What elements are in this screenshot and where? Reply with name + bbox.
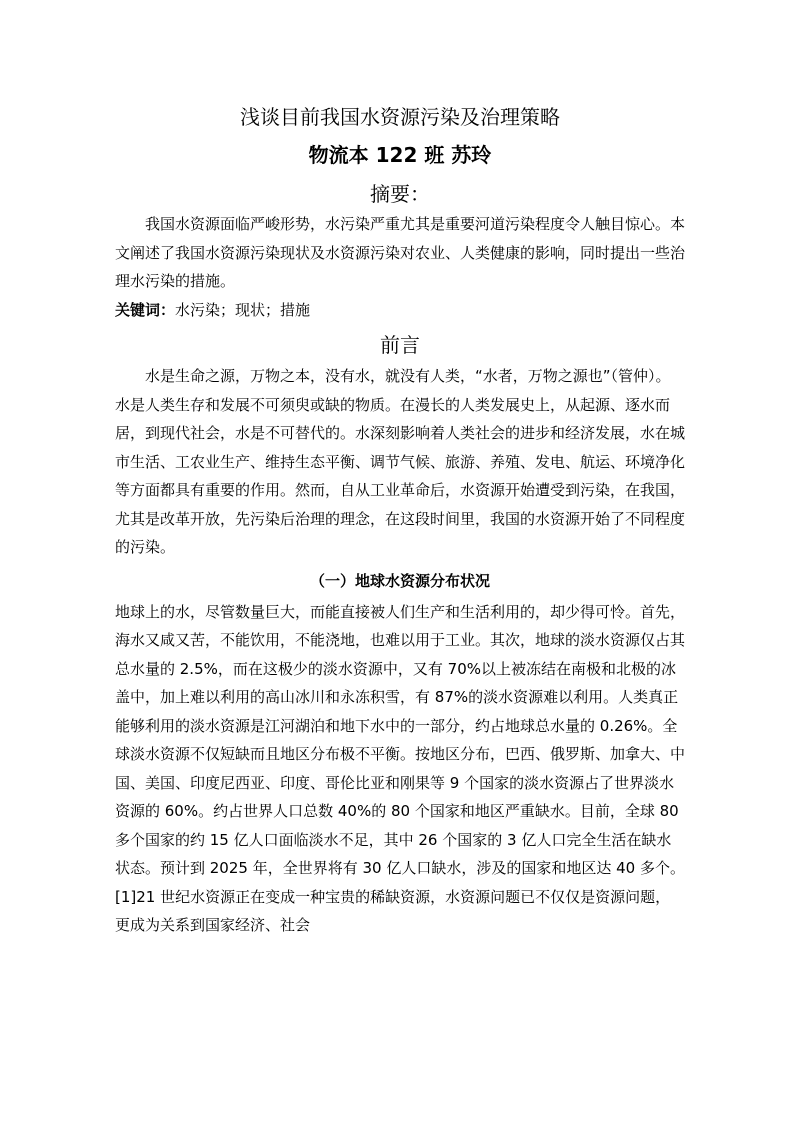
keywords-line bbox=[115, 296, 685, 325]
preface-paragraph: 水是生命之源，万物之本，没有水，就没有人类，“水者，万物之源也”（管仲）。水是人类生存和发展不可须臾或缺的物质。在漫长的人类发展史上，从起源、逐水而居，到现代社会，水是不可替代的。水深刻影响着人类社会的进步和经济发展，水在城市生活、工农业生产、维持生态平衡、调节气候、旅游、养殖、发电、航运、环境净化等方面都具有重要的作用。然而，自从工业革命后，水资源开始遭受到污染，在我国，尤其是改革开放，先污染后治理的理念，在这段时间里，我国的水资源开始了不同程度的污染。 bbox=[115, 367, 686, 556]
abstract-heading: 摘要： bbox=[370, 182, 430, 206]
document-title: 浅谈目前我国水资源污染及治理策略 bbox=[240, 105, 560, 129]
author-line: 物流本 122 班 苏玲 bbox=[308, 143, 492, 167]
keywords-label: 关键词： bbox=[115, 300, 176, 319]
abstract-paragraph: 我国水资源面临严峻形势，水污染严重尤其是重要河道污染程度令人触目惊心。本文阐述了我国水资源污染现状及水资源污染对农业、人类健康的影响，同时提出一些治理水污染的措施。 bbox=[115, 215, 686, 290]
section-heading-water-distribution: （一）地球水资源分布状况 bbox=[309, 571, 490, 590]
preface-heading: 前言 bbox=[380, 333, 420, 357]
document-page bbox=[115, 100, 685, 940]
keywords-text: 水污染；现状；措施 bbox=[175, 300, 311, 319]
section-paragraph-water-distribution: 地球上的水，尽管数量巨大，而能直接被人们生产和生活利用的，却少得可怜。首先，海水又咸又苦，不能饮用，不能浇地，也难以用于工业。其次，地球的淡水资源仅占其总水量的 2.5%，而在这极少的淡水资源中，又有 70%以上被冻结在南极和北极的冰盖中，加上难以利用的高山冰川和永冻积雪，有 87%的淡水资源难以利用。人类真正能够利用的淡水资源是江河湖泊和地下水中的一部分，约占地球总水量的 0.26%。全球淡水资源不仅短缺而且地区分布极不平衡。按地区分布，巴西、俄罗斯、加拿大、中国、美国、印度尼西亚、印度、哥伦比亚和刚果等 9 个国家的淡水资源占了世界淡水资源的 60%。约占世界人口总数 40%的 80 个国家和地区严重缺水。目前，全球 80 多个国家的约 15 亿人口面临淡水不足，其中 26 个国家的 3 亿人口完全生活在缺水状态。预计到 2025 年，全世界将有 30 亿人口缺水，涉及的国家和地区达 40 多个。[1]21 世纪水资源正在变成一种宝贵的稀缺资源，水资源问题已不仅仅是资源问题，更成为关系到国家经济、社会 bbox=[115, 602, 686, 934]
